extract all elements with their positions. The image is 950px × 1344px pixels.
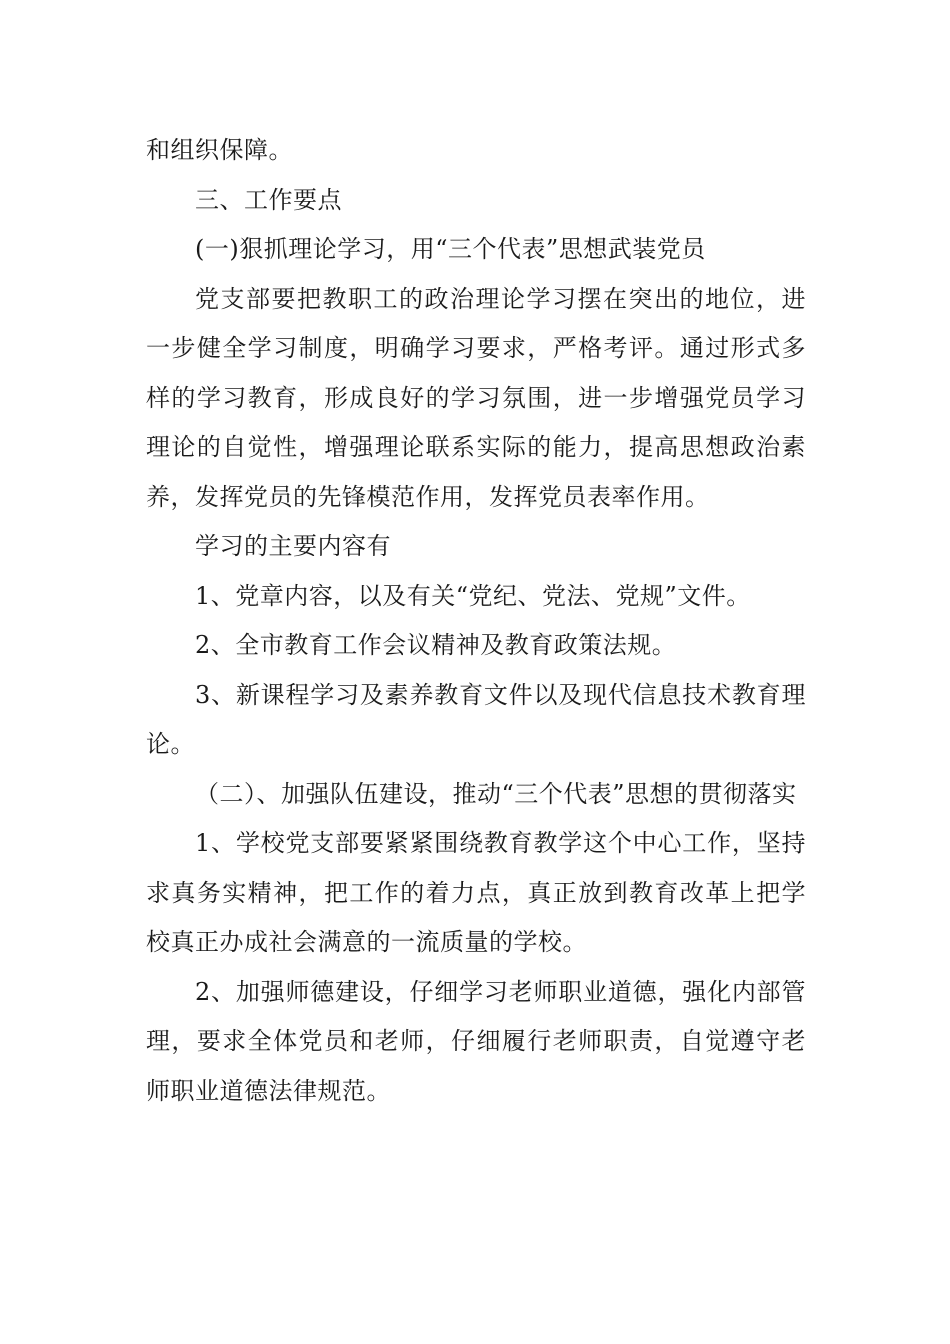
paragraph-study-content-intro: 学习的主要内容有 [195, 532, 391, 560]
list-item-team-2: 2、加强师德建设，仔细学习老师职业道德，强化内部管理，要求全体党员和老师，仔细履行老师职责，自觉遵守老师职业道德法律规范。 [146, 977, 806, 1105]
list-item-study-2: 2、全市教育工作会议精神及教育政策法规。 [195, 631, 677, 659]
subsection-heading-theory-study: (一)狠抓理论学习，用“三个代表”思想武装党员 [195, 235, 706, 263]
list-item-study-1: 1、党章内容，以及有关“党纪、党法、党规”文件。 [195, 581, 751, 610]
list-item-team-1: 1、学校党支部要紧紧围绕教育教学这个中心工作，坚持求真务实精神，把工作的着力点，真正放到教育改革上把学校真正办成社会满意的一流质量的学校。 [146, 829, 806, 956]
document-body [146, 126, 806, 1116]
paragraph-theory-study: 党支部要把教职工的政治理论学习摆在突出的地位，进一步健全学习制度，明确学习要求，严格考评。通过形式多样的学习教育，形成良好的学习氛围，进一步增强党员学习理论的自觉性，增强理论联系实际的能力，提高思想政治素养，发挥党员的先锋模范作用，发挥党员表率作用。 [146, 284, 806, 511]
section-heading-work-points: 三、工作要点 [195, 185, 342, 214]
list-item-study-3: 3、新课程学习及素养教育文件以及现代信息技术教育理论。 [146, 680, 806, 758]
subsection-heading-team-building: （二）、加强队伍建设，推动“三个代表”思想的贯彻落实 [195, 779, 797, 808]
paragraph-continuation: 和组织保障。 [146, 136, 293, 164]
